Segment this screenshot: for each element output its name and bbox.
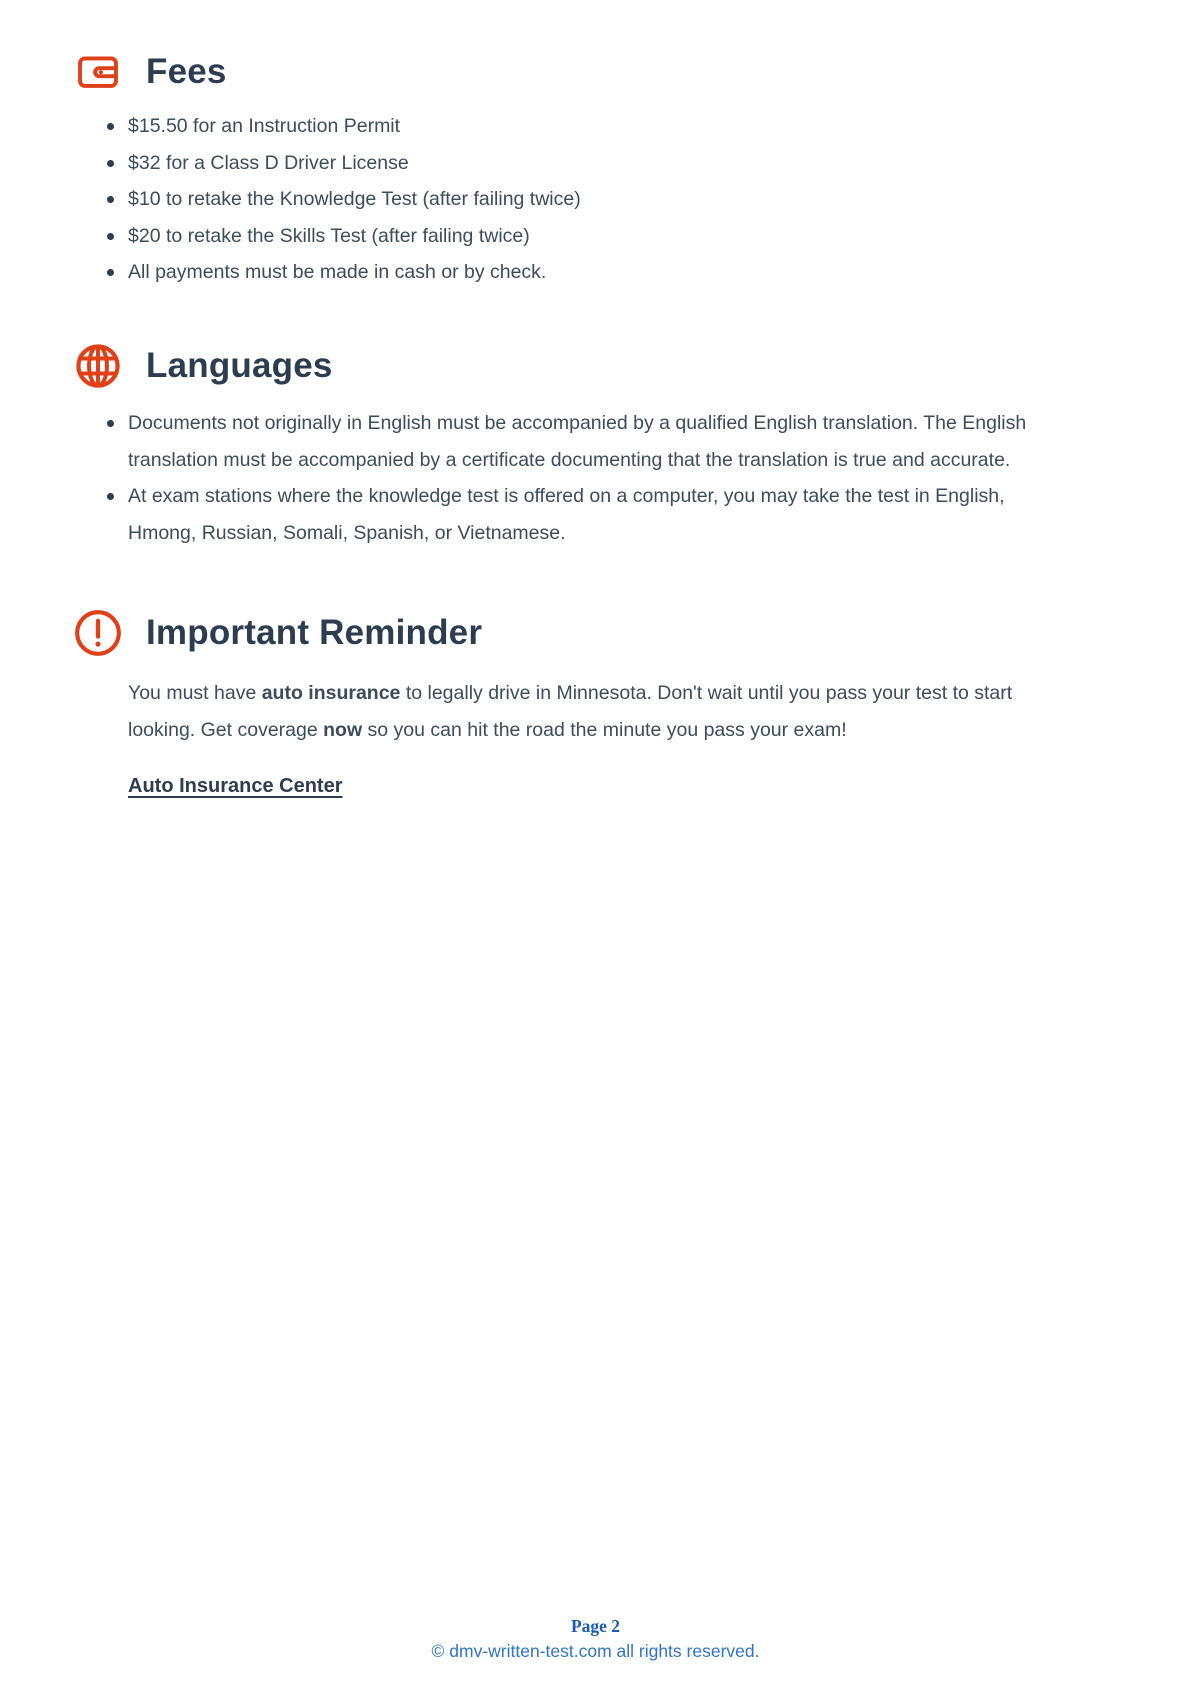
languages-title: Languages <box>146 345 333 385</box>
paragraph-segment: to legally drive in Minnesota. Don't wait until you pass your test to start looking. Get coverage <box>128 682 1013 742</box>
fees-list <box>128 108 1073 291</box>
paragraph-segment-bold: now <box>323 719 363 742</box>
important-reminder-section-header <box>72 607 1127 659</box>
reminder-paragraph <box>128 675 1073 749</box>
page-footer <box>0 1616 1191 1662</box>
languages-list <box>128 405 1073 551</box>
copyright-text: © dmv-written-test.com all rights reserved. <box>431 1641 760 1661</box>
important-reminder-title: Important Reminder <box>146 613 483 653</box>
list-item: Documents not originally in English must be accompanied by a qualified English translation. The English translation must be accompanied by a certificate documenting that the translation is true and accurate. <box>128 405 1073 478</box>
languages-section <box>72 341 1127 551</box>
list-item: At exam stations where the knowledge test is offered on a computer, you may take the test in English, Hmong, Russian, Somali, Spanish, or Vietnamese. <box>128 478 1073 551</box>
languages-section-header <box>72 341 1127 391</box>
fees-section-header <box>72 50 1127 94</box>
auto-insurance-center-link[interactable]: Auto Insurance Center <box>128 775 343 798</box>
fees-section <box>72 50 1127 291</box>
fees-title: Fees <box>146 52 227 91</box>
important-reminder-section <box>72 607 1127 798</box>
alert-icon <box>72 607 124 659</box>
list-item: $32 for a Class D Driver License <box>128 145 1073 182</box>
list-item: $10 to retake the Knowledge Test (after failing twice) <box>128 181 1073 218</box>
list-item: $20 to retake the Skills Test (after failing twice) <box>128 218 1073 255</box>
paragraph-segment-bold: auto insurance <box>261 682 401 705</box>
list-item: $15.50 for an Instruction Permit <box>128 108 1073 145</box>
page-number: Page 2 <box>570 1616 621 1636</box>
paragraph-segment: so you can hit the road the minute you pass your exam! <box>362 719 847 742</box>
wallet-icon <box>72 50 124 94</box>
paragraph-segment: You must have <box>128 682 262 705</box>
list-item: All payments must be made in cash or by check. <box>128 254 1073 291</box>
globe-icon <box>72 341 124 391</box>
document-page <box>0 0 1191 798</box>
